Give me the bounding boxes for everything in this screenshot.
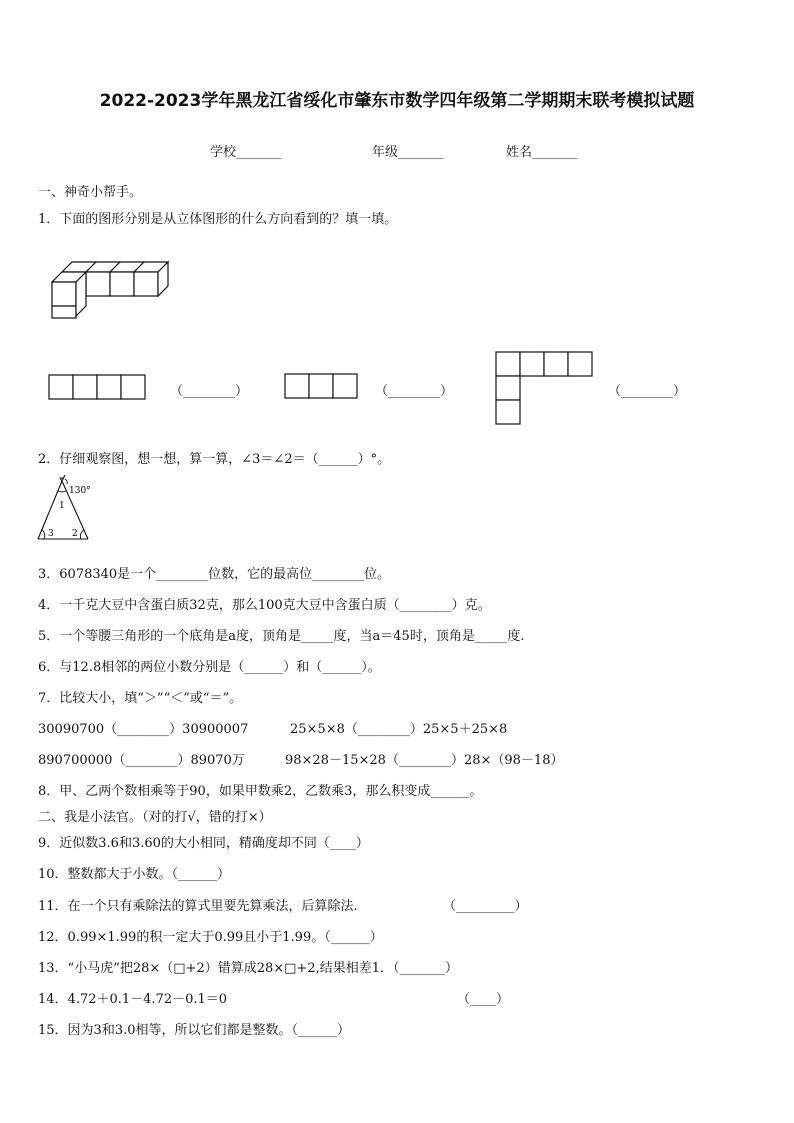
q11-answer[interactable]: （_________） <box>443 899 528 914</box>
question-12: 12．0.99×1.99的积一定大于0.99且小于1.99。（______） <box>38 930 383 945</box>
q1-answer-2[interactable]: （________） <box>375 384 454 399</box>
question-4: 4．一千克大豆中含蛋白质32克，那么100克大豆中含蛋白质（________）克。 <box>38 598 491 613</box>
page-title: 2022-2023学年黑龙江省绥化市肇东市数学四年级第二学期期末联考模拟试题 <box>99 91 695 111</box>
question-2: 2．仔细观察图，想一想，算一算，∠3＝∠2＝（______）°。 <box>38 452 391 467</box>
q1-answer-3[interactable]: （________） <box>608 384 687 399</box>
question-3: 3．6078340是一个________位数，它的最高位________位。 <box>38 567 391 582</box>
school-field[interactable]: 学校_______ <box>210 145 282 160</box>
question-11: 11．在一个只有乘除法的算式里要先算乘法，后算除法. <box>38 899 358 914</box>
q7-item-3: 890700000（________）89070万 <box>38 753 245 768</box>
q7-item-1: 30090700（________）30900007 <box>38 722 249 737</box>
question-1: 1．下面的图形分别是从立体图形的什么方向看到的？填一填。 <box>38 212 398 227</box>
question-9: 9．近似数3.6和3.60的大小相同，精确度却不同（____） <box>38 836 369 851</box>
triangle-figure <box>36 478 98 542</box>
section-2-heading: 二、我是小法官。（对的打√，错的打×） <box>38 810 272 825</box>
q1-answer-1[interactable]: （________） <box>170 384 249 399</box>
view-three-squares <box>284 373 360 399</box>
angle-130-label: 130° <box>69 486 91 496</box>
section-1-heading: 一、神奇小帮手。 <box>38 185 143 200</box>
cube-solid-figure <box>46 258 176 320</box>
q7-item-2: 25×5×8（________）25×5＋25×8 <box>290 722 508 737</box>
question-14: 14．4.72＋0.1－4.72－0.1＝0 <box>38 992 228 1007</box>
angle-3-label: 3 <box>48 529 54 539</box>
question-5: 5．一个等腰三角形的一个底角是a度，顶角是_____度，当a＝45时，顶角是_____度. <box>38 629 525 644</box>
q14-answer[interactable]: （____） <box>457 992 510 1007</box>
angle-2-label: 2 <box>72 529 78 539</box>
view-l-shape <box>495 351 595 427</box>
question-8: 8．甲、乙两个数相乘等于90，如果甲数乘2，乙数乘3，那么积变成______。 <box>38 784 483 799</box>
question-13: 13．“小马虎”把28×（□+2）错算成28×□+2,结果相差1．（_______） <box>38 961 458 976</box>
view-four-squares <box>48 374 148 400</box>
question-7: 7．比较大小，填“＞”“＜”或“＝”。 <box>38 691 243 706</box>
question-15: 15．因为3和3.0相等，所以它们都是整数。（______） <box>38 1023 350 1038</box>
angle-1-label: 1 <box>59 501 65 511</box>
question-6: 6．与12.8相邻的两位小数分别是（______）和（______）。 <box>38 660 381 675</box>
grade-field[interactable]: 年级_______ <box>372 145 444 160</box>
question-10: 10．整数都大于小数。（______） <box>38 867 231 882</box>
name-field[interactable]: 姓名_______ <box>506 145 578 160</box>
q7-item-4: 98×28－15×28（________）28×（98－18） <box>285 753 564 768</box>
